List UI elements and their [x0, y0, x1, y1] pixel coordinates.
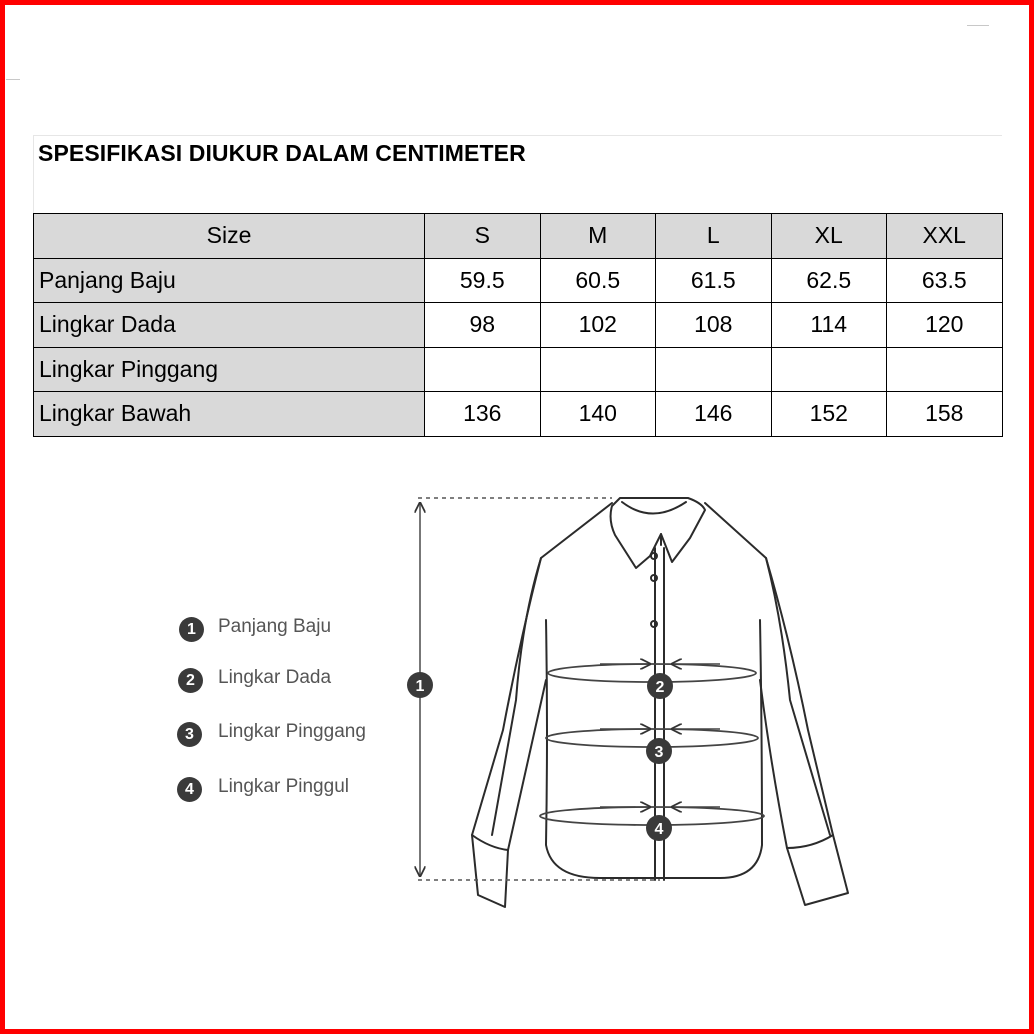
shirt-icon: [472, 498, 848, 907]
table-cell: 140: [540, 392, 656, 437]
header-cell-xxl: XXL: [887, 214, 1003, 259]
table-cell: 152: [771, 392, 887, 437]
marker-3: [646, 738, 672, 764]
legend-label: Lingkar Pinggang: [218, 721, 366, 742]
number-badge-icon: 1: [179, 617, 204, 642]
number-badge-icon: 4: [177, 777, 202, 802]
header-cell-m: M: [540, 214, 656, 259]
header-cell-l: L: [656, 214, 772, 259]
table-cell: 60.5: [540, 258, 656, 303]
spec-title: SPESIFIKASI DIUKUR DALAM CENTIMETER: [38, 140, 526, 166]
table-cell: 98: [425, 303, 541, 348]
legend-label: Lingkar Dada: [218, 667, 332, 688]
marker-2-label: 2: [655, 679, 665, 696]
marker-4-label: 4: [654, 821, 664, 838]
table-cell: 114: [771, 303, 887, 348]
legend-label: Panjang Baju: [218, 616, 332, 637]
table-cell: 120: [887, 303, 1003, 348]
marker-1-label: 1: [415, 678, 425, 695]
row-label: Panjang Baju: [34, 258, 425, 303]
row-label: Lingkar Pinggang: [34, 347, 425, 392]
table-cell: 63.5: [887, 258, 1003, 303]
header-cell-size: Size: [34, 214, 425, 259]
table-cell: 136: [425, 392, 541, 437]
table-cell: 102: [540, 303, 656, 348]
legend-label: Lingkar Pinggul: [218, 776, 349, 797]
header-cell-s: S: [425, 214, 541, 259]
table-cell: 158: [887, 392, 1003, 437]
marker-3-label: 3: [654, 744, 664, 761]
table-cell: 59.5: [425, 258, 541, 303]
table-cell: 146: [656, 392, 772, 437]
length-guide: [415, 498, 660, 880]
table-cell: 61.5: [656, 258, 772, 303]
marker-2: [647, 673, 673, 699]
header-cell-xl: XL: [771, 214, 887, 259]
table-cell: 108: [656, 303, 772, 348]
marker-1: [407, 672, 433, 698]
row-label: Lingkar Dada: [34, 303, 425, 348]
row-label: Lingkar Bawah: [34, 392, 425, 437]
table-cell: 62.5: [771, 258, 887, 303]
marker-4: [646, 815, 672, 841]
number-badge-icon: 2: [178, 668, 203, 693]
number-badge-icon: 3: [177, 722, 202, 747]
